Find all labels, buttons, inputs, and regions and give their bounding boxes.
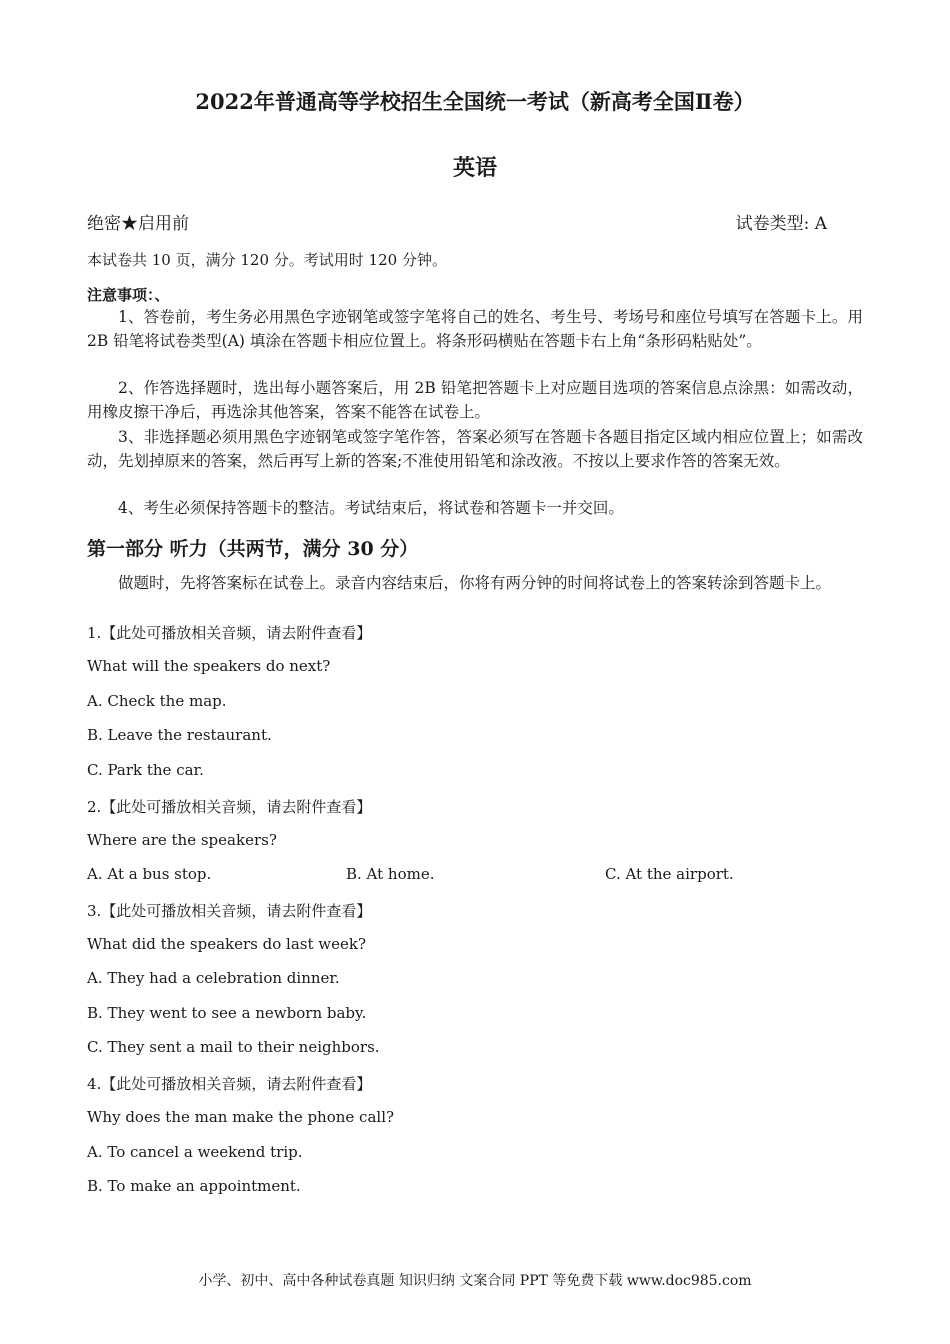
audio-placeholder-3[interactable]: 3.【此处可播放相关音频，请去附件查看】	[87, 902, 372, 920]
notice-item-3: 3、非选择题必须用黑色字迹钢笔或签字笔作答，答案必须写在答题卡各题目指定区域内相应位置上；如需改动，先划掉原来的答案，然后再写上新的答案;不准使用铅笔和涂改液。不按以上要求作答的答案无效。	[87, 428, 863, 470]
exam-title: 2022年普通高等学校招生全国统一考试（新高考全国Ⅱ卷）	[195, 89, 755, 114]
q4-option-b: B. To make an appointment.	[87, 1177, 301, 1195]
notice-item-4: 4、考生必须保持答题卡的整洁。考试结束后，将试卷和答题卡一并交回。	[118, 499, 624, 517]
audio-placeholder-2[interactable]: 2.【此处可播放相关音频，请去附件查看】	[87, 798, 372, 816]
secret-label: 绝密★启用前	[87, 214, 189, 234]
header-row	[87, 209, 827, 234]
question-1: What will the speakers do next?	[87, 657, 331, 675]
audio-placeholder-1[interactable]: 1.【此处可播放相关音频，请去附件查看】	[87, 624, 372, 642]
notice-item-1: 1、答卷前，考生务必用黑色字迹钢笔或签字笔将自己的姓名、考生号、考场号和座位号填写在答题卡上。用 2B 铅笔将试卷类型(A) 填涂在答题卡相应位置上。将条形码横贴在答题卡右上角“条形码粘贴处”。	[87, 308, 863, 350]
q4-option-a: A. To cancel a weekend trip.	[87, 1143, 303, 1161]
q1-option-c: C. Park the car.	[87, 761, 204, 779]
audio-placeholder-4[interactable]: 4.【此处可播放相关音频，请去附件查看】	[87, 1075, 372, 1093]
page-footer: 小学、初中、高中各种试卷真题 知识归纳 文案合同 PPT 等免费下载 www.doc985.com	[198, 1273, 752, 1289]
q3-option-b: B. They went to see a newborn baby.	[87, 1004, 367, 1022]
exam-info: 本试卷共 10 页，满分 120 分。考试用时 120 分钟。	[87, 251, 447, 269]
part1-heading: 第一部分 听力（共两节，满分 30 分）	[87, 538, 419, 560]
q3-option-a: A. They had a celebration dinner.	[87, 969, 340, 987]
q2-option-c: C. At the airport.	[605, 865, 734, 883]
q1-option-a: A. Check the map.	[87, 692, 227, 710]
q1-option-b: B. Leave the restaurant.	[87, 726, 272, 744]
notice-item-2: 2、作答选择题时，选出每小题答案后，用 2B 铅笔把答题卡上对应题目选项的答案信息点涂黑：如需改动，用橡皮擦干净后，再选涂其他答案，答案不能答在试卷上。	[87, 379, 863, 421]
question-4: Why does the man make the phone call?	[87, 1108, 395, 1126]
q2-option-b: B. At home.	[346, 865, 435, 883]
paper-type-label: 试卷类型: A	[735, 214, 827, 234]
notice-heading: 注意事项：、	[87, 286, 170, 304]
q2-option-a: A. At a bus stop.	[87, 865, 212, 883]
q3-option-c: C. They sent a mail to their neighbors.	[87, 1038, 380, 1056]
question-2: Where are the speakers?	[87, 831, 277, 849]
part1-intro: 做题时，先将答案标在试卷上。录音内容结束后，你将有两分钟的时间将试卷上的答案转涂到答题卡上。	[118, 574, 832, 592]
question-3: What did the speakers do last week?	[87, 935, 367, 953]
subject-title: 英语	[452, 155, 497, 181]
